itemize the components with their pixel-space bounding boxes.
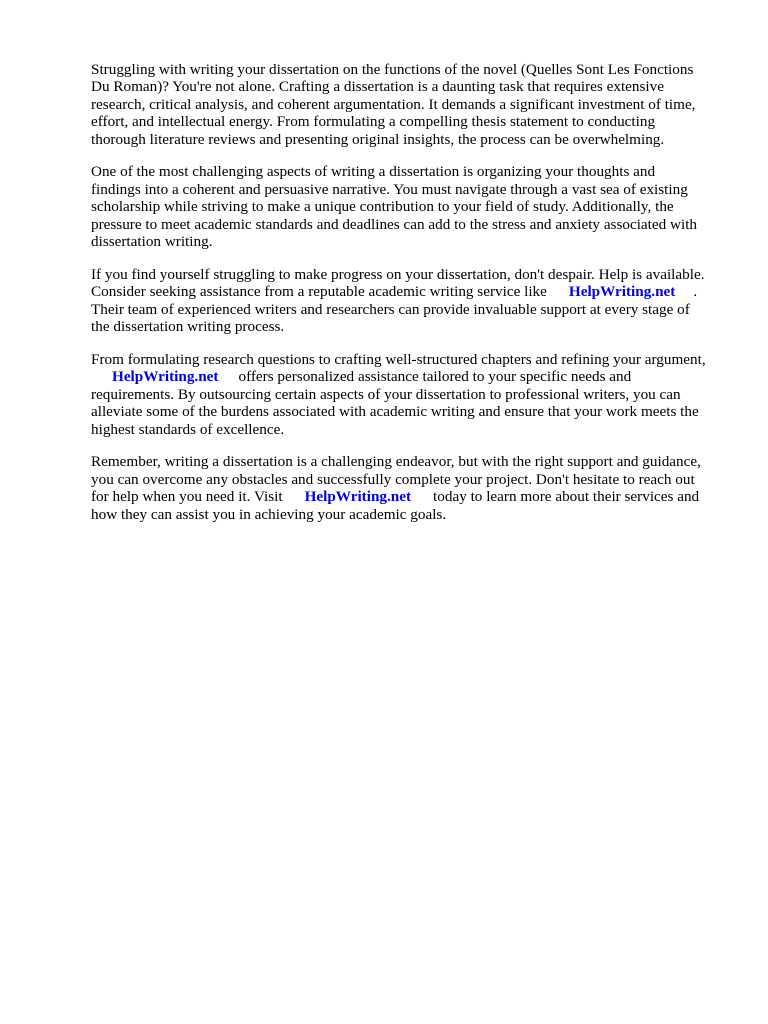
text-line: If you find yourself struggling to make progress on your dissertation, don't despair. Help is available. (91, 265, 705, 283)
text-line: alleviate some of the burdens associated with academic writing and ensure that your work meets the (91, 403, 699, 421)
text-line: effort, and intellectual energy. From formulating a compelling thesis statement to conducting (91, 113, 656, 131)
text-line: One of the most challenging aspects of writing a dissertation is organizing your thoughts and (91, 163, 656, 181)
helpwriting-link[interactable]: HelpWriting.net (568, 283, 676, 301)
text-segment: Consider seeking assistance from a reputable academic writing service like (91, 283, 547, 301)
text-line-with-link (91, 368, 721, 385)
text-line: how they can assist you in achieving your academic goals. (91, 505, 447, 523)
helpwriting-link[interactable]: HelpWriting.net (304, 488, 412, 506)
paragraph-help (91, 266, 721, 336)
text-line: scholarship while striving to make a unique contribution to your field of study. Additionally, the (91, 198, 674, 216)
paragraph-conclusion (91, 453, 721, 523)
text-segment: offers personalized assistance tailored to your specific needs and (238, 368, 632, 386)
text-line: Remember, writing a dissertation is a challenging endeavor, but with the right support and guidance, (91, 453, 701, 471)
text-line: requirements. By outsourcing certain aspects of your dissertation to professional writers, you can (91, 385, 681, 403)
text-line: highest standards of excellence. (91, 420, 285, 438)
text-line: research, critical analysis, and coherent argumentation. It demands a significant investment of time, (91, 95, 696, 113)
text-segment: . (693, 283, 698, 301)
text-line: the dissertation writing process. (91, 318, 285, 336)
text-line: findings into a coherent and persuasive narrative. You must navigate through a vast sea of existing (91, 180, 688, 198)
text-line: From formulating research questions to crafting well-structured chapters and refining your argument, (91, 350, 706, 368)
text-line: Their team of experienced writers and researchers can provide invaluable support at every stage of (91, 300, 690, 318)
text-line-with-link (91, 283, 721, 300)
helpwriting-link[interactable]: HelpWriting.net (112, 368, 219, 386)
paragraph-intro (91, 61, 721, 148)
text-line: you can overcome any obstacles and successfully complete your project. Don't hesitate to reach out (91, 470, 695, 488)
text-line: Struggling with writing your dissertation on the functions of the novel (Quelles Sont Les Fonctions (91, 61, 694, 78)
text-segment: for help when you need it. Visit (91, 488, 283, 506)
text-line-with-link (91, 488, 721, 505)
paragraph-services (91, 351, 721, 438)
text-line: thorough literature reviews and presenting original insights, the process can be overwhelming. (91, 130, 665, 148)
paragraph-challenges (91, 163, 721, 250)
text-segment: today to learn more about their services and (433, 488, 700, 506)
text-line: Du Roman)? You're not alone. Crafting a dissertation is a daunting task that requires extensive (91, 78, 664, 96)
text-line: pressure to meet academic standards and deadlines can add to the stress and anxiety associated with (91, 215, 698, 233)
text-line: dissertation writing. (91, 233, 213, 251)
document-body (91, 61, 721, 538)
